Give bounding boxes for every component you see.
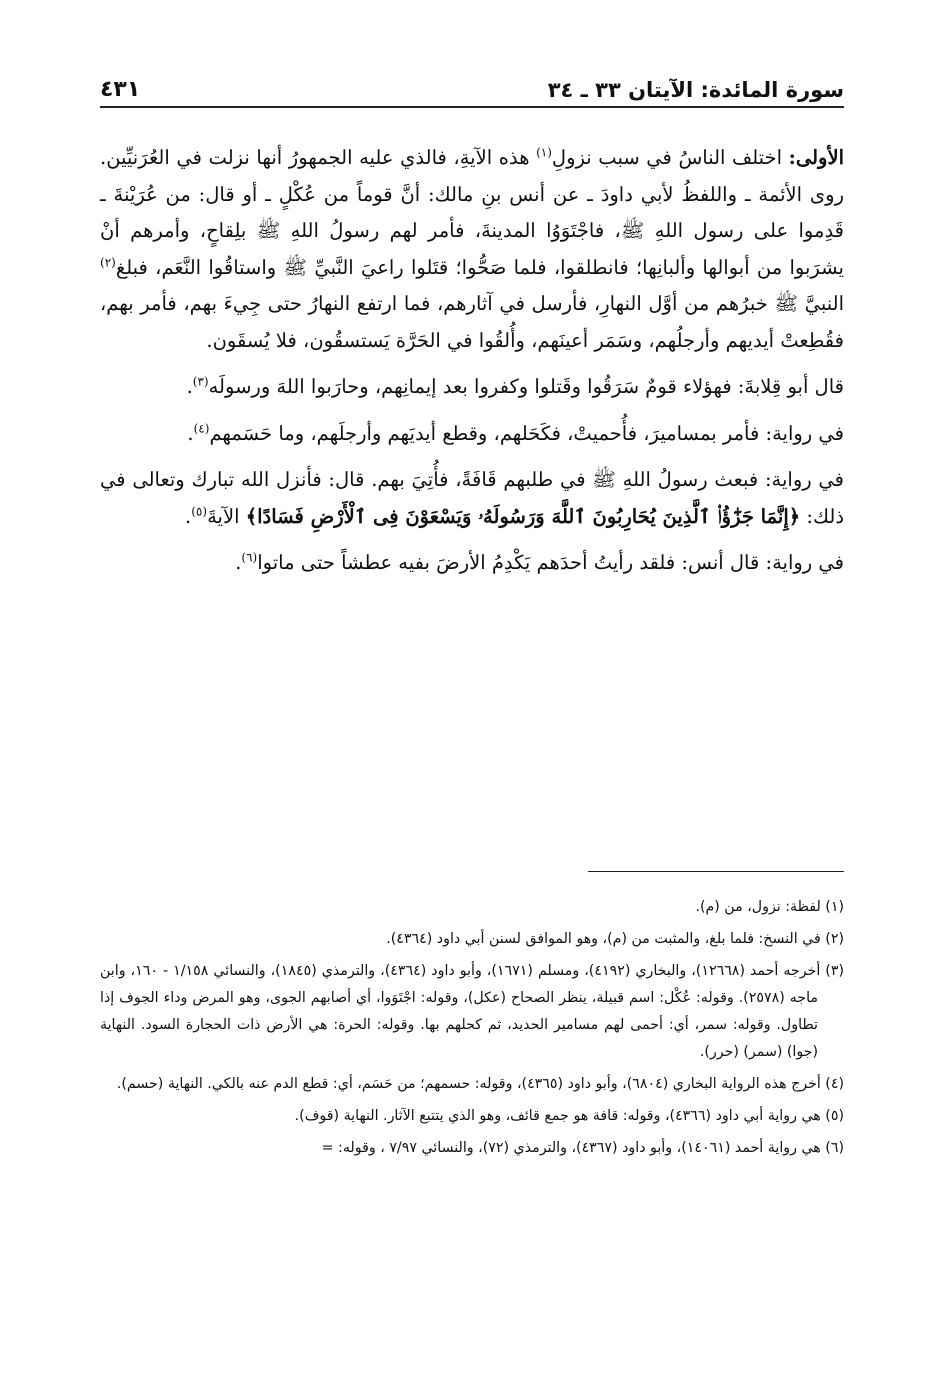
footnote-marker: (٤) <box>193 421 210 435</box>
paragraph-tail: . <box>185 504 192 528</box>
header-title: سورة المائدة: الآيتان ٣٣ ـ ٣٤ <box>547 78 844 102</box>
running-header <box>100 66 844 102</box>
footnote-1: (١) لفظة: نزول، من (م). <box>695 899 844 915</box>
paragraph-4 <box>100 462 844 535</box>
paragraph-text: في رواية: فبعث رسولُ اللهِ ﷺ في طلبهم قَافَةً، فأُتِيَ بهم. قال: فأنزل الله تبارك وتعالى في ذلك: <box>100 468 844 528</box>
footnote-marker: (٥) <box>191 504 208 518</box>
footnote-5: (٥) هي رواية أبي داود (٤٣٦٦)، وقوله: قافة هو جمع قائف، وهو الذي يتتبع الآثار. النهاية (قوف). <box>294 1108 844 1124</box>
footnote-4: (٤) أخرج هذه الرواية البخاري (٦٨٠٤)، وأبو داود (٤٣٦٥)، وقوله: حسمهم؛ من حَسَم، أي: قطع الدم عنه بالكي. النهاية (حسم). <box>116 1076 844 1092</box>
paragraph-2 <box>100 369 844 406</box>
main-text <box>100 140 844 592</box>
paragraph-text: اختلف الناسُ في سبب نزولِ <box>551 146 789 169</box>
footnote-marker: (٢) <box>100 255 116 269</box>
footnote-marker: (٣) <box>192 374 209 389</box>
paragraph-1 <box>100 140 844 359</box>
paragraph-text: النبيَّ ﷺ خبرُهم من أوَّل النهارِ، فأرسل في آثارهم، فما ارتفع النهارُ حتى جِيءَ بهم، فأمر بهم، فقُطِعتْ أيديهم وأرجلُهم، وسَمَر أعينَهم، وأُلقُوا في الحَرَّة يَستسقُون، فلا يُسقَون. <box>100 292 844 352</box>
paragraph-text: في رواية: فأمر بمساميرَ، فأُحميتْ، فكَحَلهم، وقطع أيديَهم وأرجلَهم، وما حَسَمهم <box>209 421 844 445</box>
paragraph-text: هذه الآيةِ، فالذي عليه الجمهورُ أنها نزلت في العُرَنيِّين. روى الأئمة ـ واللفظُ لأبي داودَ ـ عن أنس بنِ مالك: أنَّ قوماً من عُكْلٍ ـ أو قال: من عُرَيْنةَ ـ قَدِموا على رسول اللهِ ﷺ، فاجْتَوَوُا المدينةَ، فأمر لهم رسولُ اللهِ ﷺ بلِقاحٍ، وأمرهم أنْ يشرَبوا من أبوالها وألبانِها؛ فانطلقوا، فلما صَحُّوا؛ قتَلوا راعيَ النَّبيِّ ﷺ واستاقُوا النَّعَم، فبلغ <box>100 146 844 279</box>
header-rule <box>100 106 844 108</box>
paragraph-5 <box>100 545 844 582</box>
paragraph-tail: . <box>235 551 242 574</box>
paragraph-tail: . <box>187 421 194 445</box>
page-number: ٤٣١ <box>100 77 141 102</box>
paragraph-text: في رواية: قال أنس: فلقد رأيتُ أحدَهم يَكْدِمُ الأرضَ بفيه عطشاً حتى ماتوا <box>257 551 844 574</box>
paragraph-tail: . <box>186 375 193 398</box>
quran-verse: ﴿إِنَّمَا جَزَٰٓؤُا۟ ٱلَّذِينَ يُحَارِبُونَ ٱللَّهَ وَرَسُولَهُۥ وَيَسْعَوْنَ فِى ٱلْأَرْضِ فَسَادًا﴾ <box>245 504 801 528</box>
footnote-marker: (٦) <box>241 550 258 565</box>
footnote-3: (٣) أخرجه أحمد (١٢٦٦٨)، والبخاري (٤١٩٢)، ومسلم (١٦٧١)، وأبو داود (٤٣٦٤)، والترمذي (١٨٤٥)، والنسائي ١/١٥٨ - ١٦٠، وابن ماجه (٢٥٧٨). وقوله: عُكْل: اسم قبيلة، ينظر الصحاح (عكل)، وقوله: اجْتَوَوا، أي أصابهم الجوى، وهو المرض وداء الجوف إذا تطاول. وقوله: سمر، أي: أحمى لهم مسامير الحديد، ثم كحلهم بها. وقوله: الحرة: هي الأرض ذات الحجارة السود. النهاية (جوا) (سمر) (حرر). <box>100 963 844 1060</box>
footnote-2: (٢) في النسخ: فلما بلغ، والمثبت من (م)، وهو الموافق لسنن أبي داود (٤٣٦٤). <box>386 931 844 947</box>
paragraph-text: قال أبو قِلابةَ: فهؤلاء قومٌ سَرَقُوا وقَتلوا وكفروا بعد إيمانِهم، وحارَبوا اللهَ ورسولَه <box>208 375 844 398</box>
paragraph-lead: الأولى: <box>788 146 844 169</box>
footnotes <box>100 894 844 1167</box>
paragraph-text: الآيةَ <box>207 504 246 528</box>
paragraph-3 <box>100 416 844 453</box>
footnote-6: (٦) هي رواية أحمد (١٤٠٦١)، وأبو داود (٤٣٦٧)، والترمذي (٧٢)، والنسائي ٧/٩٧ ، وقوله: = <box>321 1140 844 1156</box>
footnote-marker: (١) <box>536 145 552 160</box>
footnote-separator <box>588 871 844 872</box>
